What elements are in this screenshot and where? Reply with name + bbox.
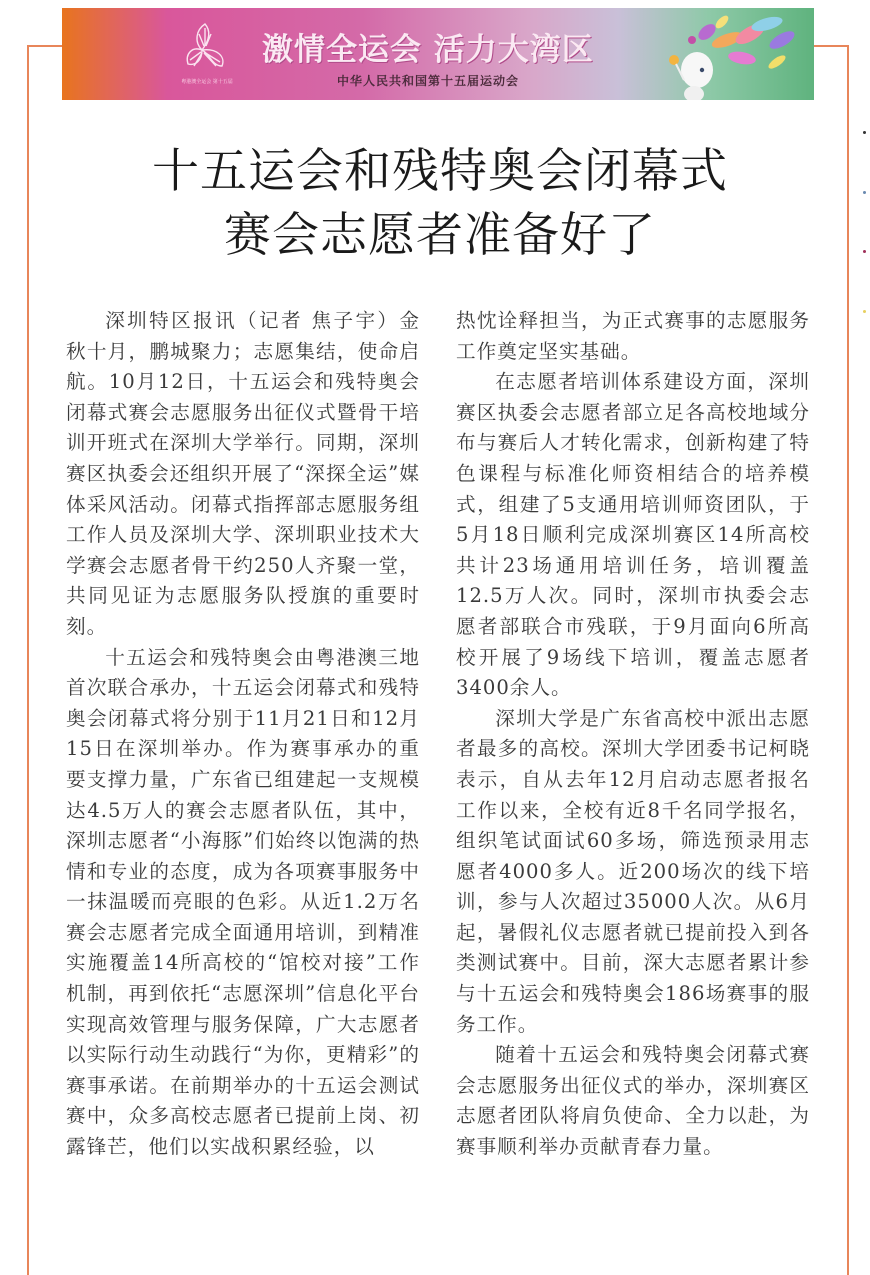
logo-caption: 粤港澳全运会 第十五届 xyxy=(181,79,233,85)
banner-slogan: 激情全运会 活力大湾区 xyxy=(262,32,594,68)
edge-dot xyxy=(863,191,866,194)
paragraph: 深圳特区报讯（记者 焦子宇）金秋十月，鹏城聚力；志愿集结，使命启航。10月12日，十五运会和残特奥会闭幕式赛会志愿服务出征仪式暨骨干培训开班式在深圳大学举行。同期，深圳赛区执委会还组织开展了“深探全运”媒体采风活动。闭幕式指挥部志愿服务组工作人员及深圳大学、深圳职业技术大学赛会志愿者骨干约250人齐聚一堂，共同见证为志愿服务队授旗的重要时刻。 xyxy=(66,309,420,638)
paragraph-continued: 热忱诠释担当，为正式赛事的志愿服务工作奠定坚实基础。 xyxy=(456,309,810,363)
dolphin-mascot-icon xyxy=(632,10,812,100)
headline-line-2: 赛会志愿者准备好了 xyxy=(224,208,656,263)
edge-dot xyxy=(863,250,866,253)
edge-dot xyxy=(863,310,866,313)
edge-dot xyxy=(863,131,866,134)
paragraph: 随着十五运会和残特奥会闭幕式赛会志愿服务出征仪式的举办，深圳赛区志愿者团队将肩负使命、全力以赴，为赛事顺利举办贡献青春力量。 xyxy=(456,1043,810,1159)
banner-subtitle: 中华人民共和国第十五届运动会 xyxy=(337,74,520,88)
games-emblem-icon xyxy=(182,20,228,78)
article-headline xyxy=(60,140,820,268)
article-column-right xyxy=(456,306,810,1163)
paragraph: 在志愿者培训体系建设方面，深圳赛区执委会志愿者部立足各高校地域分布与赛后人才转化需求，创新构建了特色课程与标准化师资相结合的培养模式，组建了5支通用培训师资团队，于5月18日顺利完成深圳赛区14所高校共计23场通用培训任务，培训覆盖12.5万人次。同时，深圳市执委会志愿者部联合市残联，于9月面向6所高校开展了9场线下培训，覆盖志愿者3400余人。 xyxy=(456,370,810,700)
headline-line-1: 十五运会和残特奥会闭幕式 xyxy=(152,144,728,199)
article-column-left xyxy=(66,306,420,1163)
paragraph: 十五运会和残特奥会由粤港澳三地首次联合承办，十五运会闭幕式和残特奥会闭幕式将分别于11月21日和12月15日在深圳举办。作为赛事承办的重要支撑力量，广东省已组建起一支规模达4.5万人的赛会志愿者队伍，其中，深圳志愿者“小海豚”们始终以饱满的热情和专业的态度，成为各项赛事服务中一抹温暖而亮眼的色彩。从近1.2万名赛会志愿者完成全面通用培训，到精准实施覆盖14所高校的“馆校对接”工作机制，再到依托“志愿深圳”信息化平台实现高效管理与服务保障，广大志愿者以实际行动生动践行“为你，更精彩”的赛事承诺。在前期举办的十五运会测试赛中，众多高校志愿者已提前上岗、初露锋芒，他们以实战积累经验，以 xyxy=(66,645,420,1159)
event-banner xyxy=(62,8,814,100)
paragraph: 深圳大学是广东省高校中派出志愿者最多的高校。深圳大学团委书记柯晓表示，自从去年12月启动志愿者报名工作以来，全校有近8千名同学报名，组织笔试面试60多场，筛选预录用志愿者4000多人。近200场次的线下培训，参与人次超过35000人次。从6月起，暑假礼仪志愿者就已提前投入到各类测试赛中。目前，深大志愿者累计参与十五运会和残特奥会186场赛事的服务工作。 xyxy=(456,706,810,1036)
